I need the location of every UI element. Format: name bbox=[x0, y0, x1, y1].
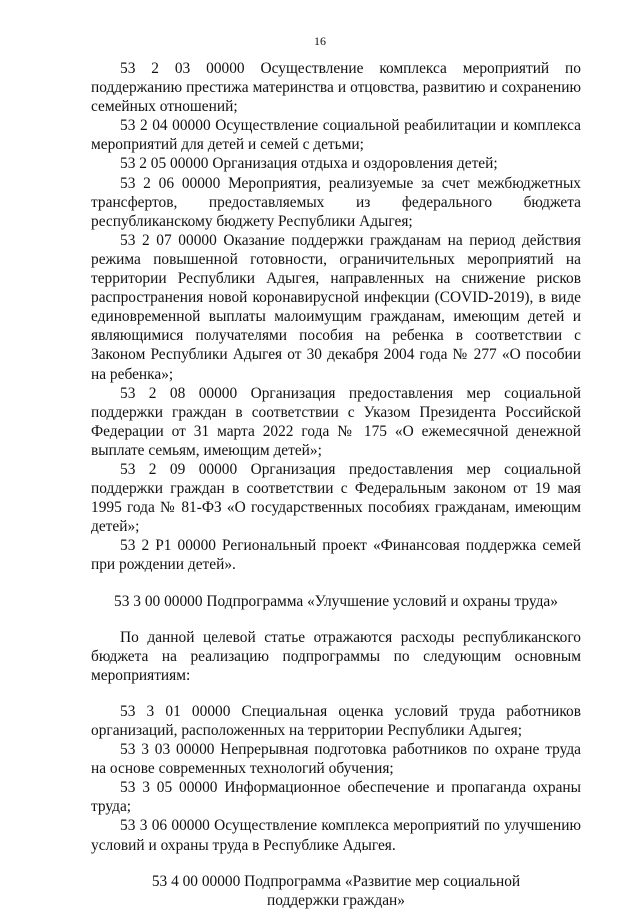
paragraph-53-2-06: 53 2 06 00000 Мероприятия, реализуемые за счет межбюджетных трансфертов, предоставляемых из федерального бюджета республиканскому бюджету Республики Адыгея; bbox=[91, 174, 581, 230]
section-heading-53-4-line1: 53 4 00 00000 Подпрограмма «Развитие мер социальной bbox=[151, 872, 521, 890]
section-heading-53-4-line2: поддержки граждан» bbox=[267, 891, 405, 909]
paragraph-53-2-08: 53 2 08 00000 Организация предоставления мер социальной поддержки граждан в соответствии с Указом Президента Российской Федерации от 31 марта 2022 года № 175 «О ежемесячной денежной выплате семьям, имеющим детей»; bbox=[91, 384, 581, 459]
paragraph-53-3-01: 53 3 01 00000 Специальная оценка условий труда работников организаций, расположенных на территории Республики Адыгея; bbox=[91, 702, 581, 739]
document-body bbox=[91, 59, 581, 910]
paragraph-53-2-04: 53 2 04 00000 Осуществление социальной реабилитации и комплекса мероприятий для детей и семей с детьми; bbox=[91, 117, 581, 154]
page-number: 16 bbox=[314, 34, 326, 48]
paragraph-53-2-09: 53 2 09 00000 Организация предоставления мер социальной поддержки граждан в соответствии с Федеральным законом от 19 мая 1995 года № 81-ФЗ «О государственных пособиях гражданам, имеющим детей»; bbox=[91, 460, 581, 536]
section-heading-53-3: 53 3 00 00000 Подпрограмма «Улучшение условий и охраны труда» bbox=[114, 592, 558, 610]
paragraph-53-2-p1: 53 2 Р1 00000 Региональный проект «Финансовая поддержка семей при рождении детей». bbox=[91, 537, 581, 574]
paragraph-53-2-05: 53 2 05 00000 Организация отдыха и оздоровления детей; bbox=[120, 155, 498, 173]
paragraph-53-3-03: 53 3 03 00000 Непрерывная подготовка работников по охране труда на основе современных технологий обучения; bbox=[91, 741, 581, 778]
section-intro-53-3: По данной целевой статье отражаются расходы республиканского бюджета на реализацию подпрограммы по следующим основным мероприятиям: bbox=[91, 628, 581, 684]
paragraph-53-2-07: 53 2 07 00000 Оказание поддержки гражданам на период действия режима повышенной готовности, ограничительных мероприятий на территории Республики Адыгея, направленных на снижение рисков распространения новой коронавирусной инфекции (COVID-2019), в виде единовременной выплаты малоимущим гражданам, имеющим детей и являющимися получателями пособия на ребенка в соответствии с Законом Республики Адыгея от 30 декабря 2004 года № 277 «О пособии на ребенка»; bbox=[91, 231, 581, 383]
paragraph-53-3-06: 53 3 06 00000 Осуществление комплекса мероприятий по улучшению условий и охраны труда в Республике Адыгея. bbox=[91, 817, 581, 854]
paragraph-53-2-03: 53 2 03 00000 Осуществление комплекса мероприятий по поддержанию престижа материнства и отцовства, развитию и сохранению семейных отношений; bbox=[91, 60, 581, 116]
paragraph-53-3-05: 53 3 05 00000 Информационное обеспечение и пропаганда охраны труда; bbox=[91, 779, 581, 816]
